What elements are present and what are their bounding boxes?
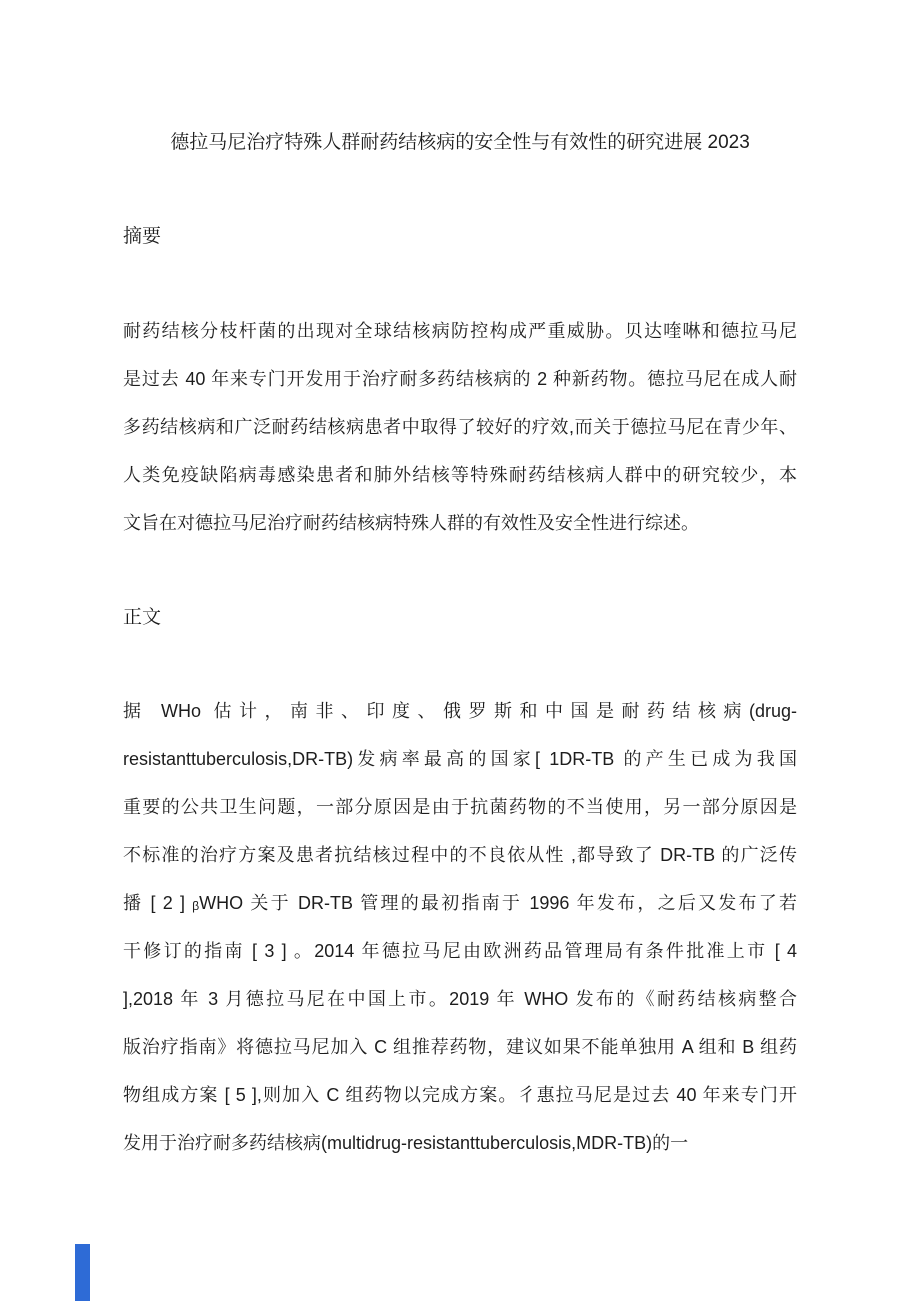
text-line: 多药结核病和广泛耐药结核病患者中取得了较好的疗效,而关于德拉马尼在青少年、 [123, 417, 797, 437]
text-line: 据 WHo 估计，南非、印度、俄罗斯和中国是耐药结核病(drug- [123, 701, 797, 721]
text-line: 重要的公共卫生问题，一部分原因是由于抗菌药物的不当使用，另一部分原因是 [123, 797, 797, 817]
body-heading: 正文 [123, 607, 162, 628]
text-line: 是过去 40 年来专门开发用于治疗耐多药结核病的 2 种新药物。德拉马尼在成人耐 [123, 369, 797, 389]
abstract-paragraph [123, 307, 797, 547]
text-line: 干修订的指南 [ 3 ] 。2014 年德拉马尼由欧洲药品管理局有条件批准上市 [ 4 [123, 941, 797, 961]
text-line: 文旨在对德拉马尼治疗耐药结核病特殊人群的有效性及安全性进行综述。 [123, 513, 699, 533]
text-line: resistanttuberculosis,DR-TB)发病率最高的国家[ 1DR-TB 的产生已成为我国 [123, 749, 797, 769]
abstract-heading: 摘要 [123, 226, 162, 247]
text-line: 播 [ 2 ] ᵦWHO 关于 DR-TB 管理的最初指南于 1996 年发布，之后又发布了若 [123, 893, 797, 913]
text-line: 物组成方案 [ 5 ],则加入 C 组药物以完成方案。彳惠拉马尼是过去 40 年来专门开 [123, 1085, 797, 1105]
text-line: ],2018 年 3 月德拉马尼在中国上市。2019 年 WHO 发布的《耐药结核病整合 [123, 989, 797, 1009]
text-line: 人类免疫缺陷病毒感染患者和肺外结核等特殊耐药结核病人群中的研究较少，本 [123, 465, 797, 485]
text-line: 耐药结核分枝杆菌的出现对全球结核病防控构成严重威胁。贝达喹啉和德拉马尼 [123, 321, 797, 341]
text-line: 不标准的治疗方案及患者抗结核过程中的不良依从性 ,都导致了 DR-TB 的广泛传 [123, 845, 797, 865]
body-paragraph [123, 687, 797, 1167]
text-line: 版治疗指南》将德拉马尼加入 C 组推荐药物，建议如果不能单独用 A 组和 B 组药 [123, 1037, 797, 1057]
page-boundary-marker [75, 1244, 90, 1301]
text-line: 发用于治疗耐多药结核病(multidrug-resistanttuberculosis,MDR-TB)的一 [123, 1133, 689, 1153]
document-title: 德拉马尼治疗特殊人群耐药结核病的安全性与有效性的研究进展 2023 [170, 132, 750, 153]
